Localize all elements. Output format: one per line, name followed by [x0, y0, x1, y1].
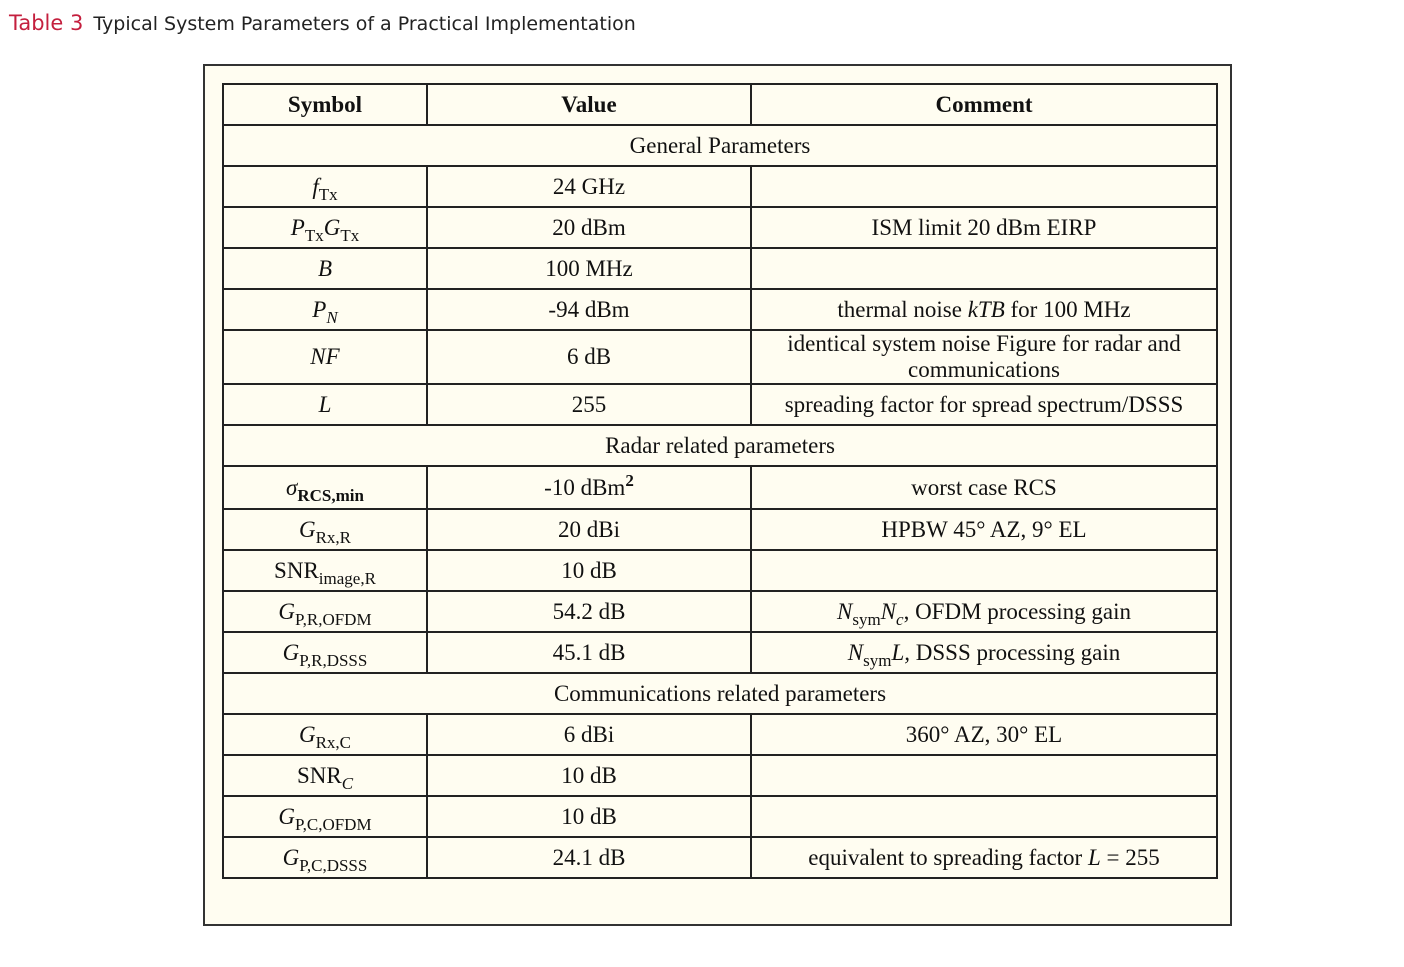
symbol-cell: $G_{Rx,R}$: [223, 509, 427, 550]
table-row: [223, 207, 1217, 248]
table-row: [223, 466, 1217, 509]
symbol-cell: L: [223, 384, 427, 425]
symbol-cell: $f_{Tx}$: [223, 166, 427, 207]
symbol-cell: $G_{P,R,OFDM}$: [223, 591, 427, 632]
section-comms: Communications related parameters: [223, 673, 1217, 714]
value-cell: 24.1 dB: [427, 837, 751, 878]
value-cell: 100 MHz: [427, 248, 751, 289]
header-symbol: Symbol: [223, 84, 427, 125]
value-cell: 6 dBi: [427, 714, 751, 755]
section-row-radar: [223, 425, 1217, 466]
symbol-cell: $G_{P,C,DSSS}$: [223, 837, 427, 878]
table-row: [223, 550, 1217, 591]
table-row: [223, 330, 1217, 384]
table-row: [223, 591, 1217, 632]
value-cell: 6 dB: [427, 330, 751, 384]
table-label: Table 3: [9, 11, 84, 35]
symbol-cell: $G_{Rx,C}$: [223, 714, 427, 755]
table-row: [223, 755, 1217, 796]
symbol-cell: $P_N$: [223, 289, 427, 330]
header-comment: Comment: [751, 84, 1217, 125]
comment-cell: [751, 166, 1217, 207]
comment-cell: $N_{sym}L$, DSSS processing gain: [751, 632, 1217, 673]
comment-cell: HPBW 45° AZ, 9° EL: [751, 509, 1217, 550]
comment-cell: [751, 796, 1217, 837]
table-row: [223, 166, 1217, 207]
comment-cell: spreading factor for spread spectrum/DSSS: [751, 384, 1217, 425]
comment-cell: 360° AZ, 30° EL: [751, 714, 1217, 755]
symbol-cell: $P_{Tx}G_{Tx}$: [223, 207, 427, 248]
section-row-comms: [223, 673, 1217, 714]
symbol-cell: $G_{P,C,OFDM}$: [223, 796, 427, 837]
table-row: [223, 796, 1217, 837]
comment-cell: ISM limit 20 dBm EIRP: [751, 207, 1217, 248]
symbol-cell: NF: [223, 330, 427, 384]
comment-cell: worst case RCS: [751, 466, 1217, 509]
value-cell: -94 dBm: [427, 289, 751, 330]
section-row-general: [223, 125, 1217, 166]
value-cell: 20 dBi: [427, 509, 751, 550]
comment-cell: identical system noise Figure for radar and communications: [751, 330, 1217, 384]
value-cell: 45.1 dB: [427, 632, 751, 673]
symbol-cell: $\sigma_{RCS,min}$: [223, 466, 427, 509]
value-cell: 10 dB: [427, 755, 751, 796]
header-value: Value: [427, 84, 751, 125]
symbol-cell: $SNR_{image,R}$: [223, 550, 427, 591]
comment-cell: [751, 248, 1217, 289]
table-row: [223, 632, 1217, 673]
comment-cell: equivalent to spreading factor L = 255: [751, 837, 1217, 878]
table-row: [223, 837, 1217, 878]
value-cell: 20 dBm: [427, 207, 751, 248]
table-title: Typical System Parameters of a Practical Implementation: [93, 13, 636, 35]
table-row: [223, 714, 1217, 755]
parameters-table: [222, 83, 1218, 879]
symbol-cell: $SNR_C$: [223, 755, 427, 796]
header-row: [223, 84, 1217, 125]
value-cell: 10 dB: [427, 550, 751, 591]
symbol-cell: B: [223, 248, 427, 289]
comment-cell: $N_{sym}N_c$, OFDM processing gain: [751, 591, 1217, 632]
value-cell: 24 GHz: [427, 166, 751, 207]
value-cell: 255: [427, 384, 751, 425]
table-row: [223, 384, 1217, 425]
table-row: [223, 289, 1217, 330]
table-row: [223, 509, 1217, 550]
value-cell: -10 dBm$^2$: [427, 466, 751, 509]
section-radar: Radar related parameters: [223, 425, 1217, 466]
comment-cell: [751, 755, 1217, 796]
table-caption: [9, 11, 636, 35]
symbol-cell: $G_{P,R,DSSS}$: [223, 632, 427, 673]
comment-cell: [751, 550, 1217, 591]
value-cell: 10 dB: [427, 796, 751, 837]
section-general: General Parameters: [223, 125, 1217, 166]
comment-cell: thermal noise kTB for 100 MHz: [751, 289, 1217, 330]
value-cell: 54.2 dB: [427, 591, 751, 632]
table-row: [223, 248, 1217, 289]
